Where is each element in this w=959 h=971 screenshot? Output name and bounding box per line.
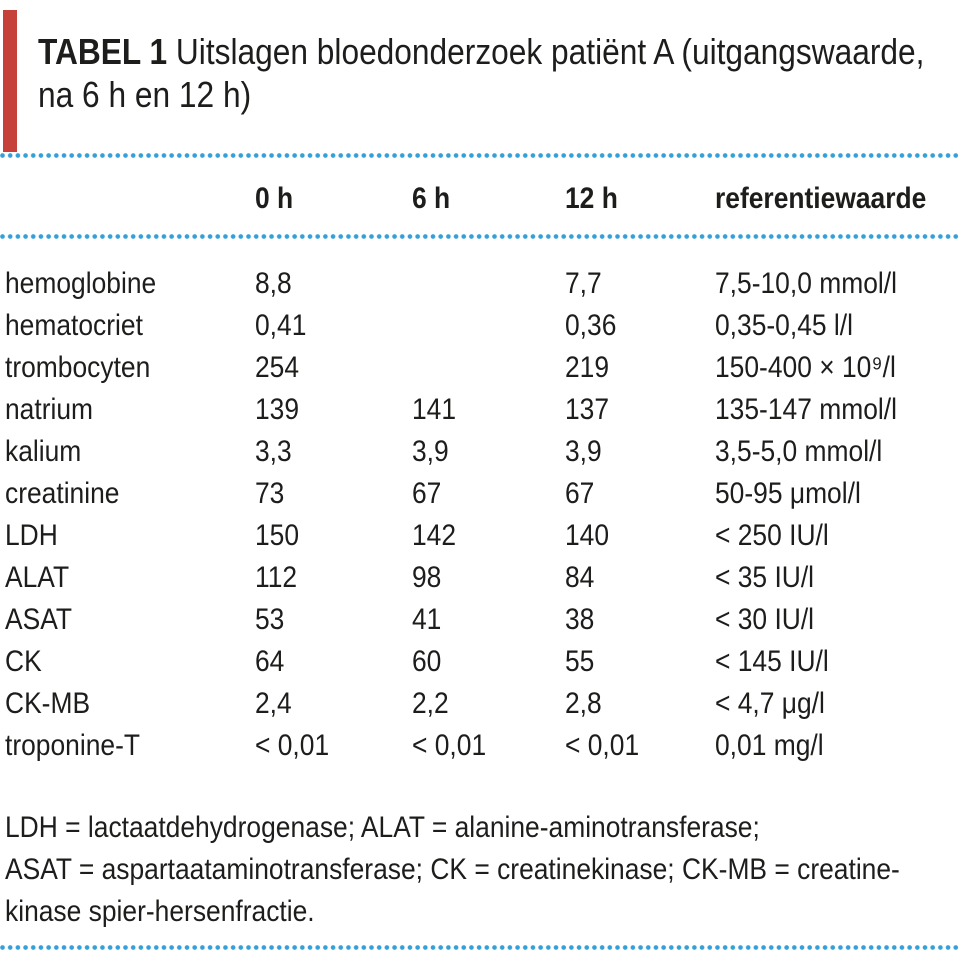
cell-6h: < 0,01 <box>412 729 487 762</box>
cell-0h: 139 <box>255 393 300 426</box>
cell-0h: 150 <box>255 519 300 552</box>
title-line-1 <box>38 30 959 73</box>
cell-referentiewaarde: 135-147 mmol/l <box>715 393 897 426</box>
cell-12h: 38 <box>565 603 595 636</box>
row-label: CK-MB <box>5 687 91 720</box>
row-label: ASAT <box>5 603 73 636</box>
column-header-6h: 6 h <box>412 182 451 215</box>
cell-6h: 60 <box>412 645 442 678</box>
dotted-divider-bottom <box>0 945 959 950</box>
cell-referentiewaarde: < 4,7 μg/l <box>715 687 825 720</box>
column-header-empty <box>5 178 255 220</box>
footnote-line-2: ASAT = aspartaataminotransferase; CK = creatinekinase; CK-MB = creatine- <box>5 853 900 886</box>
cell-12h: 3,9 <box>565 435 602 468</box>
cell-12h: 140 <box>565 519 610 552</box>
cell-referentiewaarde: 0,01 mg/l <box>715 729 824 762</box>
cell-0h: 112 <box>255 561 298 594</box>
cell-12h: 84 <box>565 561 595 594</box>
cell-6h: 141 <box>412 393 457 426</box>
cell-6h <box>412 305 565 347</box>
cell-12h: 0,36 <box>565 309 617 342</box>
cell-0h: 2,4 <box>255 687 292 720</box>
footnote-line-3: kinase spier-hersenfractie. <box>5 895 315 928</box>
title-block <box>0 0 959 153</box>
row-label: trombocyten <box>5 351 151 384</box>
title-label: TABEL 1 <box>38 31 168 72</box>
cell-0h: 254 <box>255 351 300 384</box>
cell-referentiewaarde: 7,5-10,0 mmol/l <box>715 267 897 300</box>
column-header-12h: 12 h <box>565 182 618 215</box>
row-label: kalium <box>5 435 82 468</box>
dotted-divider-header <box>0 234 959 239</box>
cell-12h: 219 <box>565 351 610 384</box>
cell-referentiewaarde: < 145 IU/l <box>715 645 829 678</box>
table-title <box>38 0 959 116</box>
column-header-referentiewaarde: referentiewaarde <box>715 182 927 215</box>
cell-12h: 7,7 <box>565 267 602 300</box>
cell-12h: 67 <box>565 477 595 510</box>
row-label: natrium <box>5 393 94 426</box>
cell-referentiewaarde: < 35 IU/l <box>715 561 815 594</box>
cell-0h: 0,41 <box>255 309 307 342</box>
footnote-line-1: LDH = lactaatdehydrogenase; ALAT = alanine-aminotransferase; <box>5 811 760 844</box>
table-header-row <box>5 178 959 220</box>
cell-6h: 98 <box>412 561 442 594</box>
column-header-0h: 0 h <box>255 182 294 215</box>
red-accent-bar <box>3 10 17 152</box>
cell-referentiewaarde: < 250 IU/l <box>715 519 829 552</box>
cell-6h <box>412 347 565 389</box>
cell-0h: < 0,01 <box>255 729 330 762</box>
cell-12h: 2,8 <box>565 687 602 720</box>
cell-referentiewaarde: 0,35-0,45 l/l <box>715 309 853 342</box>
cell-0h: 8,8 <box>255 267 292 300</box>
row-label: ALAT <box>5 561 70 594</box>
cell-referentiewaarde: 3,5-5,0 mmol/l <box>715 435 883 468</box>
table-body <box>5 263 959 767</box>
row-label: hemoglobine <box>5 267 157 300</box>
cell-0h: 3,3 <box>255 435 292 468</box>
cell-referentiewaarde: < 30 IU/l <box>715 603 815 636</box>
title-line-2: na 6 h en 12 h) <box>38 74 252 115</box>
cell-referentiewaarde: 150-400 × 10⁹/l <box>715 351 896 384</box>
cell-6h: 3,9 <box>412 435 449 468</box>
cell-6h <box>412 263 565 305</box>
cell-6h: 41 <box>412 603 442 636</box>
cell-0h: 64 <box>255 645 285 678</box>
row-label: LDH <box>5 519 58 552</box>
cell-0h: 73 <box>255 477 285 510</box>
row-label: CK <box>5 645 42 678</box>
footnote <box>5 807 959 933</box>
dotted-divider-top <box>0 153 959 158</box>
cell-12h: 55 <box>565 645 595 678</box>
cell-6h: 2,2 <box>412 687 449 720</box>
row-label: creatinine <box>5 477 120 510</box>
cell-12h: 137 <box>565 393 610 426</box>
row-label: hematocriet <box>5 309 143 342</box>
cell-6h: 67 <box>412 477 442 510</box>
cell-12h: < 0,01 <box>565 729 640 762</box>
cell-referentiewaarde: 50-95 μmol/l <box>715 477 861 510</box>
row-label: troponine-T <box>5 729 141 762</box>
title-text: Uitslagen bloedonderzoek patiënt A (uitgangswaarde, <box>175 31 925 72</box>
cell-6h: 142 <box>412 519 457 552</box>
cell-0h: 53 <box>255 603 285 636</box>
